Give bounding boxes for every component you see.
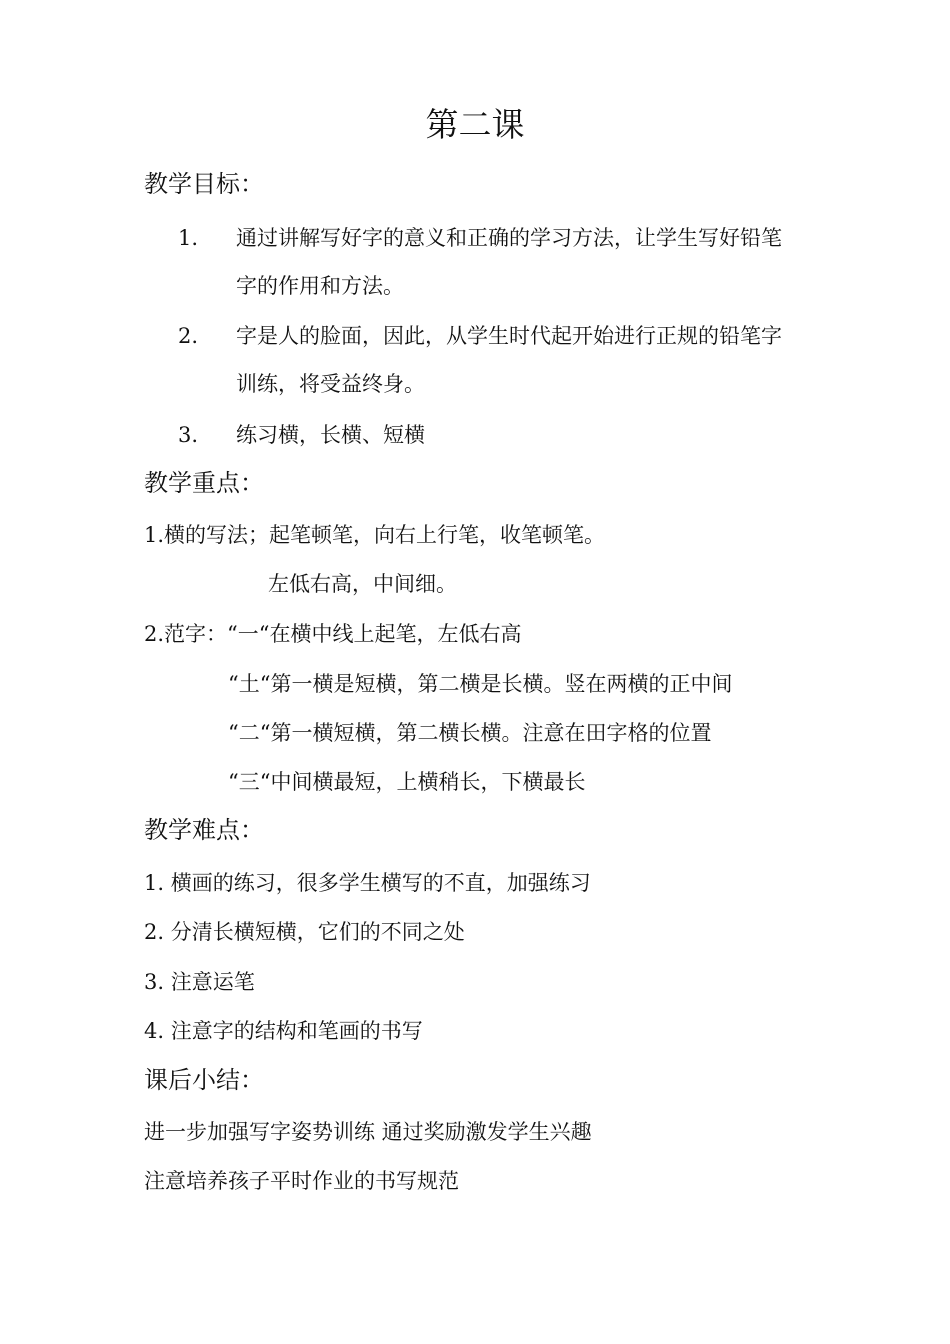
key-point-1-line-1: 1.横的写法；起笔顿笔，向右上行笔，收笔顿笔。	[144, 523, 606, 547]
objective-number-1: 1.	[178, 226, 199, 250]
difficulty-item-3: 3. 注意运笔	[144, 970, 255, 994]
objective-number-2: 2.	[178, 324, 199, 348]
summary-heading: 课后小结：	[144, 1066, 264, 1094]
key-point-1-line-2: 左低右高，中间细。	[268, 572, 457, 596]
key-point-2-line-1: 2.范字：“一“在横中线上起笔，左低右高	[144, 622, 522, 646]
key-points-heading: 教学重点：	[144, 469, 264, 497]
difficulty-item-2: 2. 分清长横短横，它们的不同之处	[144, 920, 465, 944]
objective-1-line-2: 字的作用和方法。	[236, 274, 404, 298]
difficulty-item-4: 4. 注意字的结构和笔画的书写	[144, 1019, 423, 1043]
objective-2-line-2: 训练，将受益终身。	[236, 372, 425, 396]
difficulty-item-1: 1. 横画的练习，很多学生横写的不直，加强练习	[144, 871, 591, 895]
key-point-2-sub-3: “三“中间横最短，上横稍长，下横最长	[228, 770, 586, 794]
difficulties-heading: 教学难点：	[144, 816, 264, 844]
page-title: 第二课	[425, 105, 525, 144]
objective-2-line-1: 字是人的脸面，因此，从学生时代起开始进行正规的铅笔字	[236, 324, 782, 348]
summary-line-1: 进一步加强写字姿势训练 通过奖励激发学生兴趣	[144, 1120, 592, 1144]
objective-1-line-1: 通过讲解写好字的意义和正确的学习方法，让学生写好铅笔	[236, 226, 782, 250]
objective-3-line-1: 练习横，长横、短横	[236, 423, 425, 447]
objective-number-3: 3.	[178, 423, 199, 447]
key-point-2-sub-2: “二“第一横短横，第二横长横。注意在田字格的位置	[228, 721, 712, 745]
summary-line-2: 注意培养孩子平时作业的书写规范	[144, 1169, 459, 1193]
key-point-2-sub-1: “土“第一横是短横，第二横是长横。竖在两横的正中间	[228, 672, 733, 696]
objectives-heading: 教学目标：	[144, 170, 264, 198]
